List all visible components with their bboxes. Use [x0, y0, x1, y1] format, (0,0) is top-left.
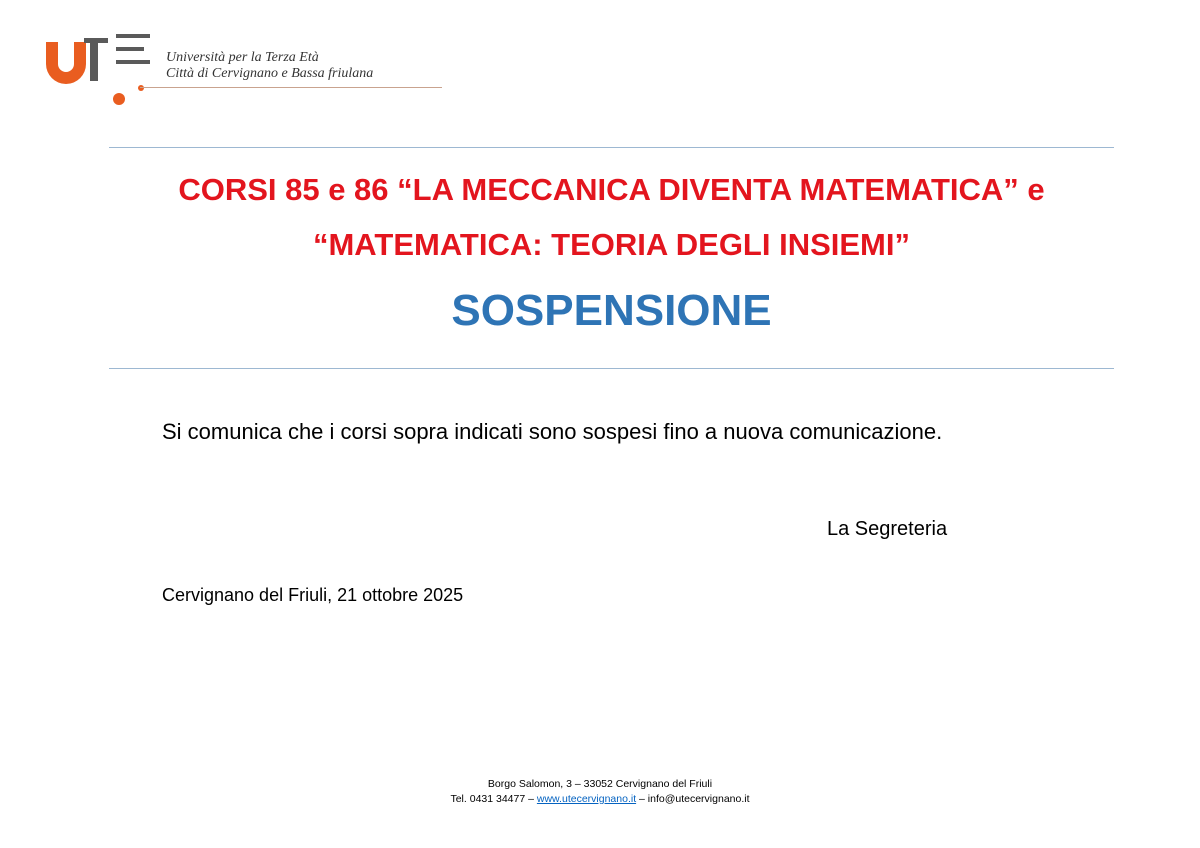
- organization-name-line2: Città di Cervignano e Bassa friulana: [166, 66, 374, 81]
- footer-tel: Tel. 0431 34477 –: [450, 793, 534, 805]
- bottom-divider: [109, 368, 1114, 369]
- footer-contacts: [0, 792, 1200, 807]
- notice-title: [109, 162, 1114, 272]
- footer-email: – info@utecervignano.it: [639, 793, 750, 805]
- top-divider: [109, 147, 1114, 148]
- notice-headline: SOSPENSIONE: [451, 286, 772, 335]
- notice-message: Si comunica che i corsi sopra indicati sono sospesi fino a nuova comunicazione.: [162, 419, 943, 444]
- notice-title-line1: CORSI 85 e 86 “LA MECCANICA DIVENTA MATEMATICA” e: [178, 172, 1045, 207]
- footer: [0, 777, 1200, 807]
- notice-title-line2: “MATEMATICA: TEORIA DEGLI INSIEMI”: [312, 227, 910, 262]
- signature: La Segreteria: [827, 518, 948, 540]
- website-link[interactable]: www.utecervignano.it: [536, 793, 637, 805]
- ute-logo-icon: [40, 28, 160, 108]
- organization-name-line1: Università per la Terza Età: [166, 50, 319, 65]
- dateline: Cervignano del Friuli, 21 ottobre 2025: [162, 585, 464, 605]
- organization-name: [166, 50, 373, 82]
- header-rule: [140, 87, 442, 88]
- footer-address: Borgo Salomon, 3 – 33052 Cervignano del Friuli: [487, 778, 713, 790]
